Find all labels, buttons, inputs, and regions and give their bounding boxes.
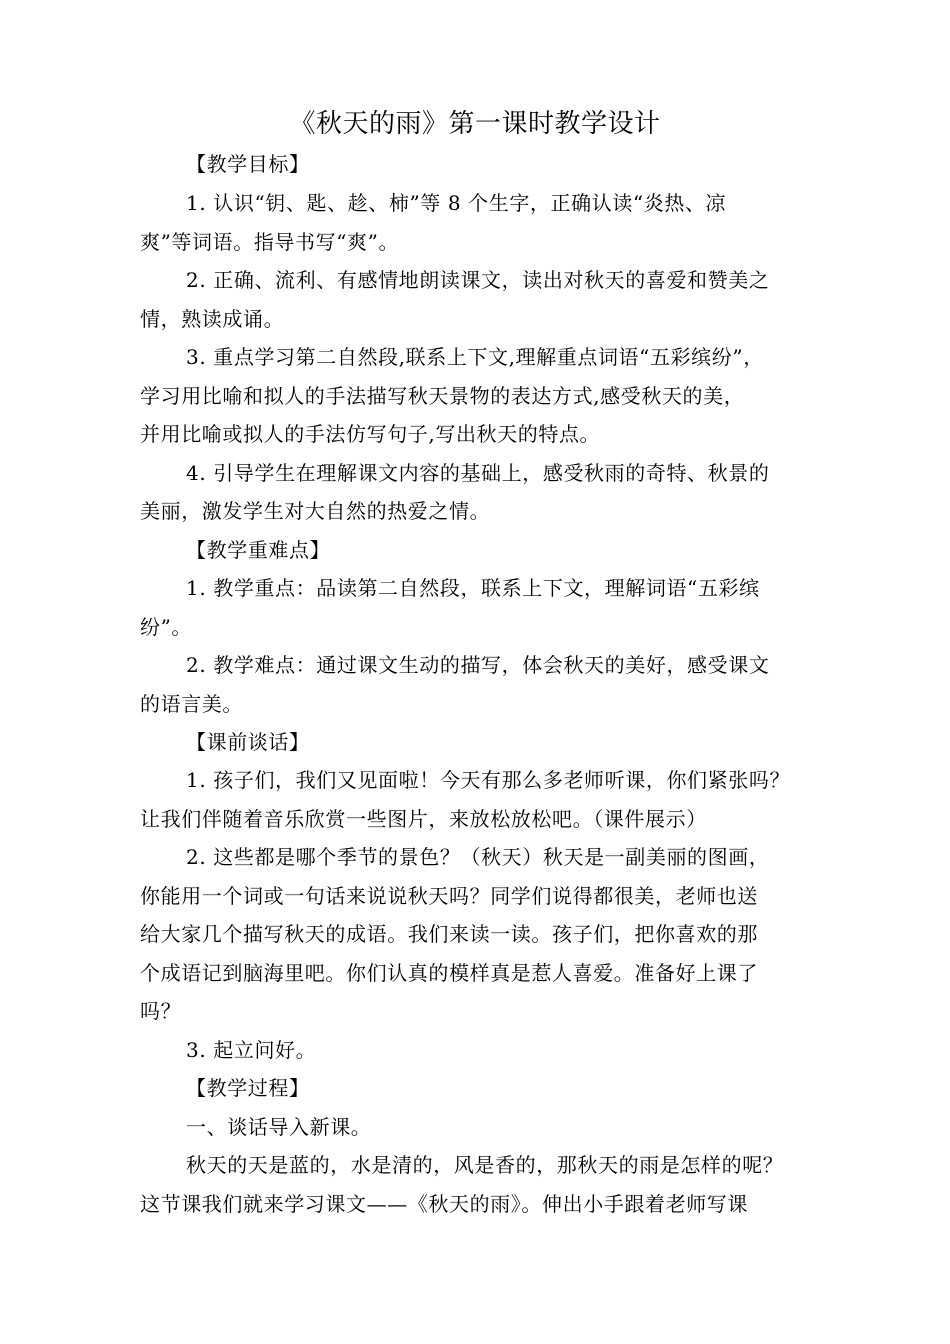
paragraph-line: 给大家几个描写秋天的成语。我们来读一读。孩子们，把你喜欢的那	[140, 922, 758, 946]
paragraph-line: 纷”。	[140, 615, 193, 639]
paragraph-line: 学习用比喻和拟人的手法描写秋天景物的表达方式,感受秋天的美，	[140, 384, 745, 408]
paragraph-line: 1. 教学重点：品读第二自然段，联系上下文，理解词语“五彩缤	[186, 576, 760, 600]
paragraph-line: 情，熟读成诵。	[140, 307, 285, 331]
paragraph-line: 个成语记到脑海里吧。你们认真的模样真是惹人喜爱。准备好上课了	[140, 961, 758, 985]
paragraph-line: 2. 这些都是哪个季节的景色？（秋天）秋天是一副美丽的图画，	[186, 845, 770, 869]
paragraph-line: 1. 孩子们，我们又见面啦！今天有那么多老师听课，你们紧张吗？	[186, 768, 791, 792]
heading-pre-class-talk: 【课前谈话】	[186, 730, 310, 754]
heading-objectives: 【教学目标】	[186, 152, 310, 176]
paragraph-line: 4. 引导学生在理解课文内容的基础上，感受秋雨的奇特、秋景的	[186, 461, 770, 485]
paragraph-line: 2. 正确、流利、有感情地朗读课文，读出对秋天的喜爱和赞美之	[186, 268, 770, 292]
paragraph-line: 秋天的天是蓝的，水是清的，风是香的，那秋天的雨是怎样的呢？	[186, 1153, 784, 1177]
paragraph-line: 你能用一个词或一句话来说说秋天吗？同学们说得都很美，老师也送	[140, 884, 758, 908]
paragraph-line: 3. 起立问好。	[186, 1038, 317, 1062]
heading-key-points: 【教学重难点】	[186, 538, 331, 562]
heading-teaching-process: 【教学过程】	[186, 1076, 310, 1100]
paragraph-line: 3. 重点学习第二自然段,联系上下文,理解重点词语“五彩缤纷”，	[186, 345, 764, 369]
section-heading: 一、谈话导入新课。	[186, 1115, 372, 1139]
paragraph-line: 美丽，激发学生对大自然的热爱之情。	[140, 499, 491, 523]
document-title: 《秋天的雨》第一课时教学设计	[289, 109, 661, 139]
paragraph-line: 爽”等词语。指导书写“爽”。	[140, 230, 400, 254]
paragraph-line: 1. 认识“钥、匙、趁、柿”等 8 个生字，正确认读“炎热、凉	[186, 191, 727, 215]
paragraph-line: 吗？	[140, 999, 182, 1023]
paragraph-line: 并用比喻或拟人的手法仿写句子,写出秋天的特点。	[140, 422, 601, 446]
paragraph-line: 让我们伴随着音乐欣赏一些图片，来放松放松吧。（课件展示）	[140, 807, 707, 831]
paragraph-line: 这节课我们就来学习课文——《秋天的雨》。伸出小手跟着老师写课	[140, 1192, 748, 1216]
paragraph-line: 的语言美。	[140, 692, 243, 716]
paragraph-line: 2. 教学难点：通过课文生动的描写，体会秋天的美好，感受课文	[186, 653, 770, 677]
